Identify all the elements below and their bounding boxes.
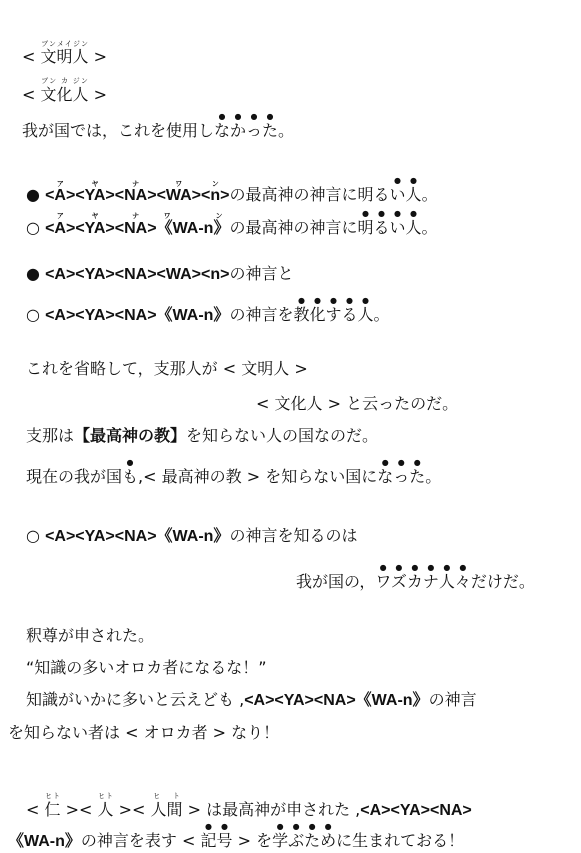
emphasis-text: 人: [405, 185, 422, 204]
heading-bunmeijin: [22, 40, 107, 68]
bracket-close: >: [88, 47, 108, 66]
ruby-na: ナ: [114, 213, 157, 220]
bold-phrase: 【最高神の教】: [74, 426, 187, 445]
line-supreme-god-1: [26, 176, 438, 207]
emphasis-text: なった: [377, 467, 426, 486]
line-symbol-learning: [8, 822, 464, 853]
text: 現在の我が国: [26, 467, 123, 486]
line-divine-word-1: [26, 263, 293, 286]
text: 支那は: [26, 426, 75, 445]
text: の神言を表す <: [80, 831, 201, 850]
sound-sequence: <A><YA><NA><WA><n>: [45, 266, 230, 283]
text: <: [26, 800, 45, 819]
text: 我が国の，: [296, 572, 376, 591]
sound-wa: <WA>: [156, 187, 202, 204]
sound-ya: <YA>: [75, 220, 115, 237]
line-supreme-god-2: [26, 209, 438, 240]
term-bunmeijin: 文明人: [40, 47, 89, 66]
sound-n: <n>: [201, 187, 230, 204]
paragraph-line: [26, 458, 441, 488]
emphasis-text: 人: [405, 218, 422, 237]
line-divine-word-2: [26, 296, 390, 327]
term-hito-3: 人間: [150, 800, 183, 819]
emphasis-text: 学ぶため: [272, 831, 337, 850]
ruby-wa: ワ: [156, 181, 202, 188]
ruby-bunmeijin: ブンメイジン: [40, 40, 89, 48]
text: 。: [421, 185, 438, 204]
bracket-close: >: [88, 85, 108, 104]
ruby-n: ン: [201, 181, 230, 188]
bullet-filled: ●: [26, 264, 40, 283]
ruby-na: ナ: [114, 181, 157, 188]
emphasis-text: 明る: [357, 218, 390, 237]
text: の最高神の神言に: [229, 185, 358, 204]
sound-na: <NA>: [114, 187, 157, 204]
text: ,< 最高神の教 > を知らない国に: [138, 467, 378, 486]
paragraph-line: [296, 563, 535, 593]
sound-sequence: <A><YA><NA>《WA-n》: [244, 692, 429, 709]
bracket-open: <: [22, 85, 41, 104]
text: の神言を知るのは: [229, 526, 358, 545]
ruby-ya: ヤ: [75, 213, 115, 220]
paragraph-line: [26, 425, 378, 447]
text: 知識がいかに多いと云えども ,: [26, 690, 245, 709]
text: だけだ。: [470, 572, 535, 591]
ruby-hito: ヒト: [97, 792, 114, 800]
ruby-a: ア: [45, 181, 76, 188]
text: に生まれておる！: [336, 831, 465, 850]
emphasis-text: い: [389, 218, 406, 237]
emphasis-text: も: [122, 467, 139, 486]
term-bunkajin: 文化人: [40, 85, 89, 104]
paragraph-line: [26, 358, 308, 380]
text: 釈尊が申された。: [26, 626, 155, 645]
text: を知らない者は < オロカ者 > なり！: [8, 723, 280, 742]
text: 。: [425, 467, 442, 486]
text: 。: [421, 218, 438, 237]
paragraph-line: [26, 689, 477, 712]
sound-ya: <YA>: [75, 187, 115, 204]
text: の神言を: [229, 305, 294, 324]
bullet-filled: ●: [26, 185, 40, 204]
text: 明る: [357, 185, 390, 204]
sound-a: <A>: [45, 187, 76, 204]
ruby-wan: ワ ン: [156, 213, 230, 220]
text: 。: [373, 305, 390, 324]
sound-wan: 《WA-n》: [156, 220, 230, 237]
paragraph-line: [256, 393, 458, 415]
sound-a: <A>: [45, 220, 76, 237]
bullet-hollow: ○: [26, 526, 40, 545]
ruby-hito: ヒト: [44, 792, 61, 800]
sound-sequence: <A><YA><NA>《WA-n》: [45, 528, 230, 545]
quote-text: “知識の多いオロカ者になるな！”: [26, 658, 267, 677]
emphasis-text: 人: [357, 305, 374, 324]
text: < 文化人 > と云ったのだ。: [256, 394, 459, 413]
text: これを省略して，支那人が < 文明人 >: [26, 359, 308, 378]
emphasis-text: 記号: [200, 831, 233, 850]
text: ><: [60, 800, 98, 819]
emphasis-text: なかった: [214, 121, 279, 140]
sound-sequence: <A><YA><NA>: [360, 802, 472, 819]
line-knowing-word: [26, 525, 357, 548]
sentence-not-used: [22, 112, 294, 142]
emphasis-text: ワズカナ人々: [375, 572, 471, 591]
sound-sequence: <A><YA><NA>《WA-n》: [45, 307, 230, 324]
paragraph-line: [26, 625, 154, 647]
quote-line: [26, 657, 267, 679]
bullet-hollow: ○: [26, 218, 40, 237]
term-hito-2: 人: [97, 800, 114, 819]
bracket-open: <: [22, 47, 41, 66]
text: 。: [278, 121, 295, 140]
bullet-hollow: ○: [26, 305, 40, 324]
emphasis-text: い: [389, 185, 406, 204]
ruby-a: ア: [45, 213, 76, 220]
ruby-hito: ヒ ト: [150, 792, 183, 800]
text: ><: [113, 800, 151, 819]
ruby-bunkajin: ブン カ ジン: [40, 77, 89, 85]
sound-wan: 《WA-n》: [8, 833, 81, 850]
paragraph-line: [8, 722, 279, 744]
sound-na: <NA>: [114, 220, 157, 237]
text: > は最高神が申された ,: [182, 800, 361, 819]
text: > を: [232, 831, 273, 850]
text: の神言: [428, 690, 477, 709]
emphasis-text: 教化する: [293, 305, 358, 324]
heading-bunkajin: [22, 77, 107, 106]
term-hito-1: 仁: [44, 800, 61, 819]
ruby-ya: ヤ: [75, 181, 115, 188]
text: を知らない人の国なのだ。: [186, 426, 379, 445]
text: の神言と: [229, 264, 294, 283]
text: 我が国では，これを使用し: [22, 121, 215, 140]
line-human-terms: [26, 792, 472, 822]
text: の最高神の神言に: [229, 218, 358, 237]
